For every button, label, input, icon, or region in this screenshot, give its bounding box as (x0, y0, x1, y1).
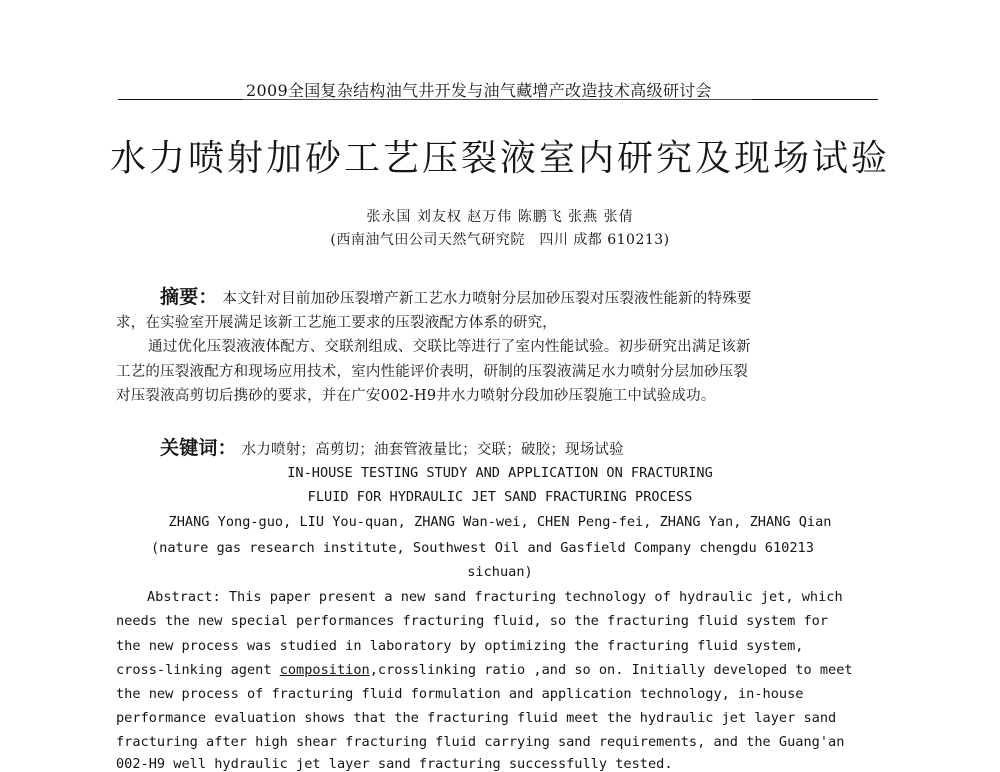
english-abstract-text: ,crosslinking ratio ,and so on. Initially developed to meet (369, 662, 853, 678)
keywords-cn-text: 水力喷射；高剪切；油套管液量比；交联；破胶；现场试验 (241, 442, 624, 458)
keywords-cn (160, 433, 624, 460)
abstract-cn-line-2: 求，在实验室开展满足该新工艺施工要求的压裂液配方体系的研究， (116, 315, 557, 331)
header-rule-left (118, 99, 243, 100)
abstract-cn-line-5: 对压裂液高剪切后携砂的要求，并在广安002-H9井水力喷射分段加砂压裂施工中试验成功。 (116, 388, 716, 404)
english-affiliation-line-2: sichuan) (467, 564, 533, 580)
abstract-cn-label: 摘要： (160, 286, 218, 308)
english-title-line-1: IN-HOUSE TESTING STUDY AND APPLICATION ON FRACTURING (287, 465, 713, 481)
english-abstract-text: cross-linking agent (116, 662, 280, 678)
english-abstract-line-6: performance evaluation shows that the fracturing fluid meet the hydraulic jet layer sand (116, 710, 837, 726)
english-abstract-line-1: Abstract: This paper present a new sand fracturing technology of hydraulic jet, which (147, 589, 843, 605)
abstract-cn-line-4: 工艺的压裂液配方和现场应用技术，室内性能评价表明，研制的压裂液满足水力喷射分层加砂压裂 (116, 364, 749, 380)
abstract-cn-line-1 (160, 282, 752, 309)
english-title-line-2: FLUID FOR HYDRAULIC JET SAND FRACTURING PROCESS (307, 489, 693, 505)
paper-title: 水力喷射加砂工艺压裂液室内研究及现场试验 (109, 138, 890, 179)
affiliation-cn: (西南油气田公司天然气研究院 四川 成都 610213) (330, 232, 670, 248)
english-abstract-line-4 (116, 662, 853, 678)
header-rule-right (752, 99, 878, 100)
keywords-cn-label: 关键词： (160, 437, 237, 459)
authors-cn: 张永国 刘友权 赵万伟 陈鹏飞 张燕 张倩 (366, 209, 634, 225)
english-abstract-line-7: fracturing after high shear fracturing fluid carrying sand requirements, and the Guang'an (116, 734, 845, 750)
english-abstract-line-5: the new process of fracturing fluid formulation and application technology, in-house (116, 686, 804, 702)
english-abstract-line-2: needs the new special performances fracturing fluid, so the fracturing fluid system for (116, 613, 829, 629)
english-abstract-line-8: 002-H9 well hydraulic jet layer sand fracturing successfully tested. (116, 756, 673, 772)
conference-header: 2009全国复杂结构油气井开发与油气藏增产改造技术高级研讨会 (246, 81, 712, 100)
english-abstract-line-3: the new process was studied in laboratory by optimizing the fracturing fluid system, (116, 638, 804, 654)
english-affiliation-line-1: (nature gas research institute, Southwest Oil and Gasfield Company chengdu 610213 (151, 540, 814, 556)
english-abstract-underlined-word: composition (279, 662, 370, 678)
abstract-cn-text: 本文针对目前加砂压裂增产新工艺水力喷射分层加砂压裂对压裂液性能新的特殊要 (222, 291, 752, 307)
english-authors: ZHANG Yong-guo, LIU You-quan, ZHANG Wan-wei, CHEN Peng-fei, ZHANG Yan, ZHANG Qian (168, 514, 832, 530)
abstract-cn-line-3: 通过优化压裂液液体配方、交联剂组成、交联比等进行了室内性能试验。初步研究出满足该新 (148, 339, 751, 355)
